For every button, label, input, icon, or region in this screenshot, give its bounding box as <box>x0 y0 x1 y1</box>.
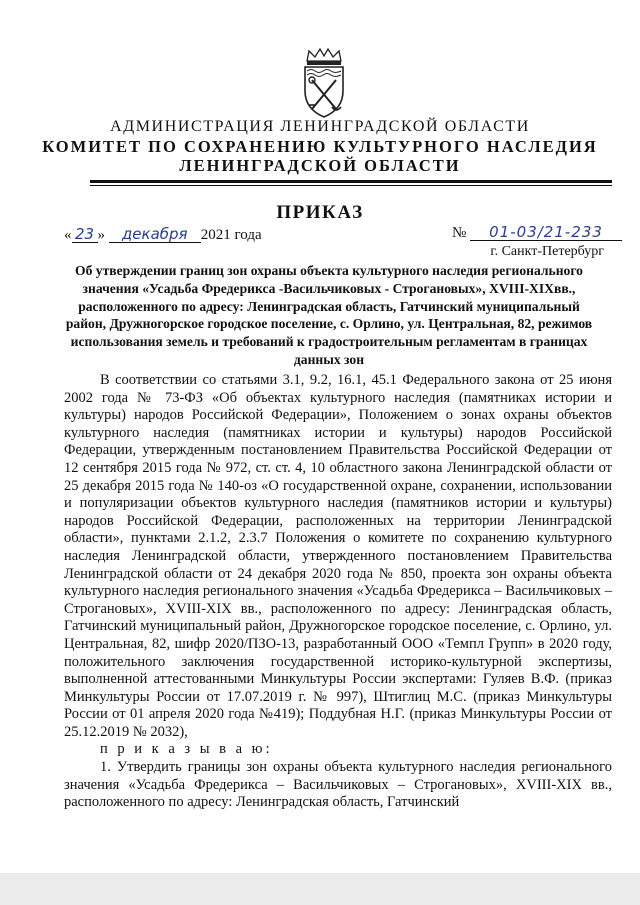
coat-of-arms-icon <box>299 47 349 119</box>
number-value: 01-03/21-233 <box>470 224 622 241</box>
org-line-region: ЛЕНИНГРАДСКОЙ ОБЛАСТИ <box>179 156 461 175</box>
org-line-committee: КОМИТЕТ ПО СОХРАНЕНИЮ КУЛЬТУРНОГО НАСЛЕДИЯ <box>42 137 598 156</box>
header-divider-thin <box>90 185 612 186</box>
order-title: ПРИКАЗ <box>276 202 364 223</box>
order-body <box>64 372 612 812</box>
date-month: декабря <box>109 226 201 243</box>
org-line-administration: АДМИНИСТРАЦИЯ ЛЕНИНГРАДСКОЙ ОБЛАСТИ <box>110 118 530 135</box>
order-subject: Об утверждении границ зон охраны объекта культурного наследия регионального значения «Усадьба Фредерикса -Васильчиковых - Строгановых», XVIII-XIXвв., расположенного по адресу: Ленинградская область, Гатчинский муниципальный район, Дружногорское городское поселение, с. Орлино, ул. Центральная, 82, режимов использования земель и требований к градостроительным регламентам в границах данных зон <box>65 263 593 367</box>
header-divider-thick <box>90 180 612 183</box>
date-day: 23 <box>72 226 98 243</box>
order-item-1: 1. Утвердить границы зон охраны объекта культурного наследия регионального значения «Усадьба Фредерикса – Васильчиковых – Строгановых», XVIII-XIX вв., расположенного по адресу: Ленинградская область, Гатчинский <box>64 759 612 811</box>
date-quote-close: » <box>97 227 105 243</box>
number-prefix: № <box>452 225 467 241</box>
order-city: г. Санкт-Петербург <box>490 244 604 259</box>
order-directive: п р и к а з ы в а ю: <box>100 741 273 758</box>
order-number <box>452 224 622 242</box>
order-date <box>64 226 262 244</box>
preamble-paragraph: В соответствии со статьями 3.1, 9.2, 16.1, 45.1 Федерального закона от 25 июня 2002 года № 73-ФЗ «Об объектах культурного наследия (памятниках истории и культуры) народов Российской Федерации», Положением о зонах охраны объектов культурного наследия (памятниках истории и культуры) народов Российской Федерации, утвержденным постановлением Правительства Российской Федерации от 12 сентября 2015 года № 972, ст. ст. 4, 10 областного закона Ленинградской области от 25 декабря 2015 года № 140-оз «О государственной охране, сохранении, использовании и популяризации объектов культурного наследия (памятников истории и культуры) народов Российской Федерации, расположенных на территории Ленинградской области», пунктами 2.1.2, 2.3.7 Положения о комитете по сохранению культурного наследия Ленинградской области, утвержденного постановлением Правительства Ленинградской области от 24 декабря 2020 года № 850, проекта зон охраны объекта культурного наследия регионального значения «Усадьба Фредерикса – Васильчиковых – Строгановых», XVIII-XIX вв., расположенного по адресу: Ленинградская область, Гатчинский муниципальный район, Дружногорское городское поселение, с. Орлино, ул. Центральная, 82, шифр 2020/ПЗО-13, разработанный ООО «Темпл Групп» в 2020 году, положительного заключения государственной историко-культурной экспертизы, выполненной аттестованными Минкультуры России экспертами: Гуляев В.Ф. (приказ Минкультуры России от 17.07.2019 г. № 997), Штиглиц М.С. (приказ Минкультуры России от 01 апреля 2020 года №419); Поддубная Н.Г. (приказ Минкультуры России от 25.12.2019 № 2032), <box>64 372 612 740</box>
date-year: 2021 года <box>200 227 262 243</box>
scan-bottom-edge <box>0 873 640 905</box>
date-quote-open: « <box>64 227 72 243</box>
